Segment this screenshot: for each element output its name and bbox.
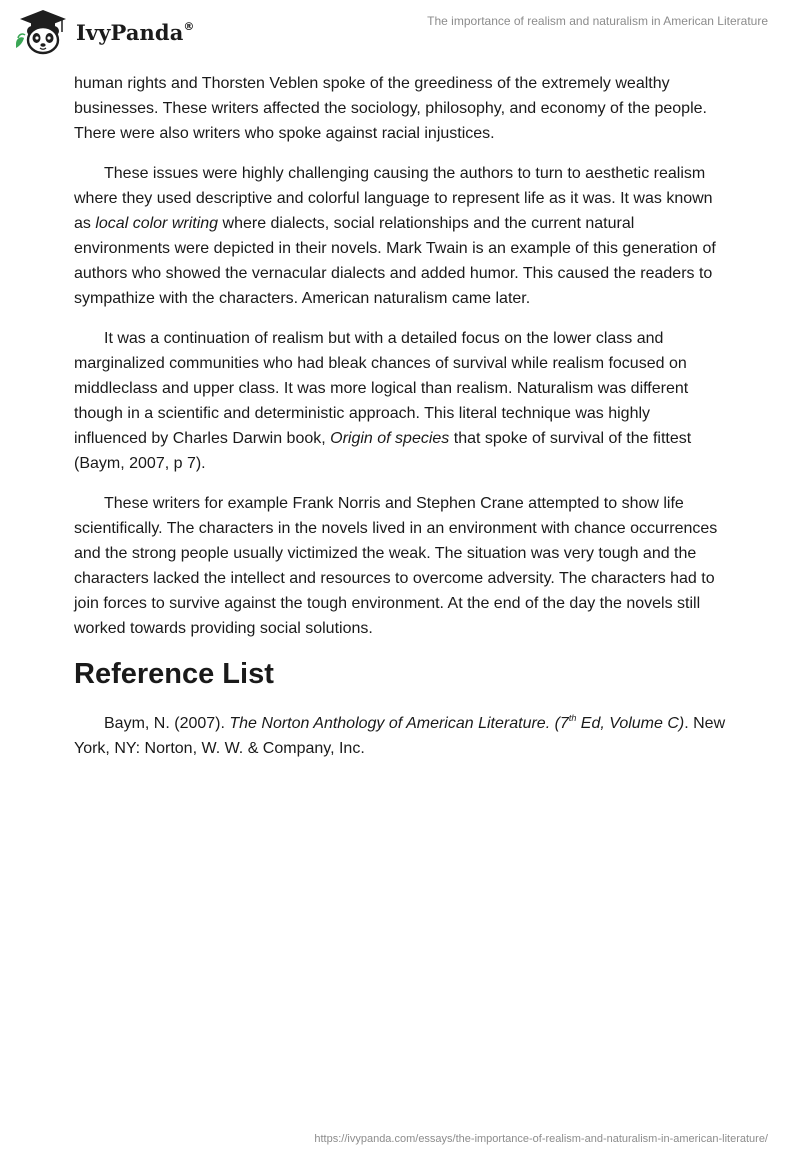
panda-graduate-icon [14, 8, 72, 56]
paragraph-2-text-b: where dialects, social relationships and the current natural environments were depicted in their novels. Mark Twain is an example of this generation of authors who showed the vernacular dialects and added humor. This caused the readers to sympathize with the characters. American naturalism came later. [74, 215, 716, 307]
paragraph-2 [74, 161, 726, 311]
brand-name [76, 20, 195, 45]
brand-name-text: IvyPanda [76, 19, 184, 45]
page-header [0, 0, 800, 64]
ivypanda-logo[interactable] [14, 8, 195, 56]
source-url[interactable]: https://ivypanda.com/essays/the-importance-of-realism-and-naturalism-in-american-literature/ [314, 1133, 768, 1145]
reference-title-b: Ed, Volume C) [576, 715, 685, 732]
paragraph-4: These writers for example Frank Norris and Stephen Crane attempted to show life scientifically. The characters in the novels lived in an environment with chance occurrences and the strong people usually victimized the weak. The situation was very tough and the characters lacked the intellect and resources to overcome adversity. The characters had to join forces to survive against the tough environment. At the end of the day the novels still worked towards providing social solutions. [74, 495, 718, 637]
paragraph-3-text-b: that spoke of survival of the fittest (Baym, 2007, p 7). [74, 430, 692, 472]
reference-title [229, 712, 685, 732]
reference-title-a: The Norton Anthology of American Literature. (7 [229, 715, 569, 732]
registered-mark: ® [183, 19, 195, 33]
paragraph-2-emphasis: local color writing [95, 215, 219, 232]
reference-publisher: . New York, NY: Norton, W. W. & Company, Inc. [74, 715, 726, 757]
reference-entry [74, 711, 726, 761]
paragraph-1: human rights and Thorsten Veblen spoke of the greediness of the extremely wealthy businesses. These writers affected the sociology, philosophy, and economy of the people. There were also writers who spoke against racial injustices. [74, 75, 707, 142]
paragraph-3-text-a: It was a continuation of realism but with a detailed focus on the lower class and marginalized communities who had bleak chances of survival while realism focused on middleclass and upper class. It was more logical than realism. Naturalism was different though in a scientific and deterministic approach. This literal technique was highly influenced by Charles Darwin book, [74, 330, 689, 447]
essay-content [74, 71, 726, 776]
reference-list-heading: Reference List [74, 658, 274, 690]
document-title: The importance of realism and naturalism in American Literature [427, 14, 768, 28]
paragraph-2-text-a: These issues were highly challenging causing the authors to turn to aesthetic realism where they used descriptive and colorful language to represent life as it was. It was known as [74, 165, 713, 232]
reference-authors: Baym, N. (2007). [104, 715, 230, 732]
paragraph-3-emphasis: Origin of species [330, 430, 450, 447]
reference-edition-sup: th [568, 712, 577, 723]
paragraph-3 [74, 326, 726, 476]
